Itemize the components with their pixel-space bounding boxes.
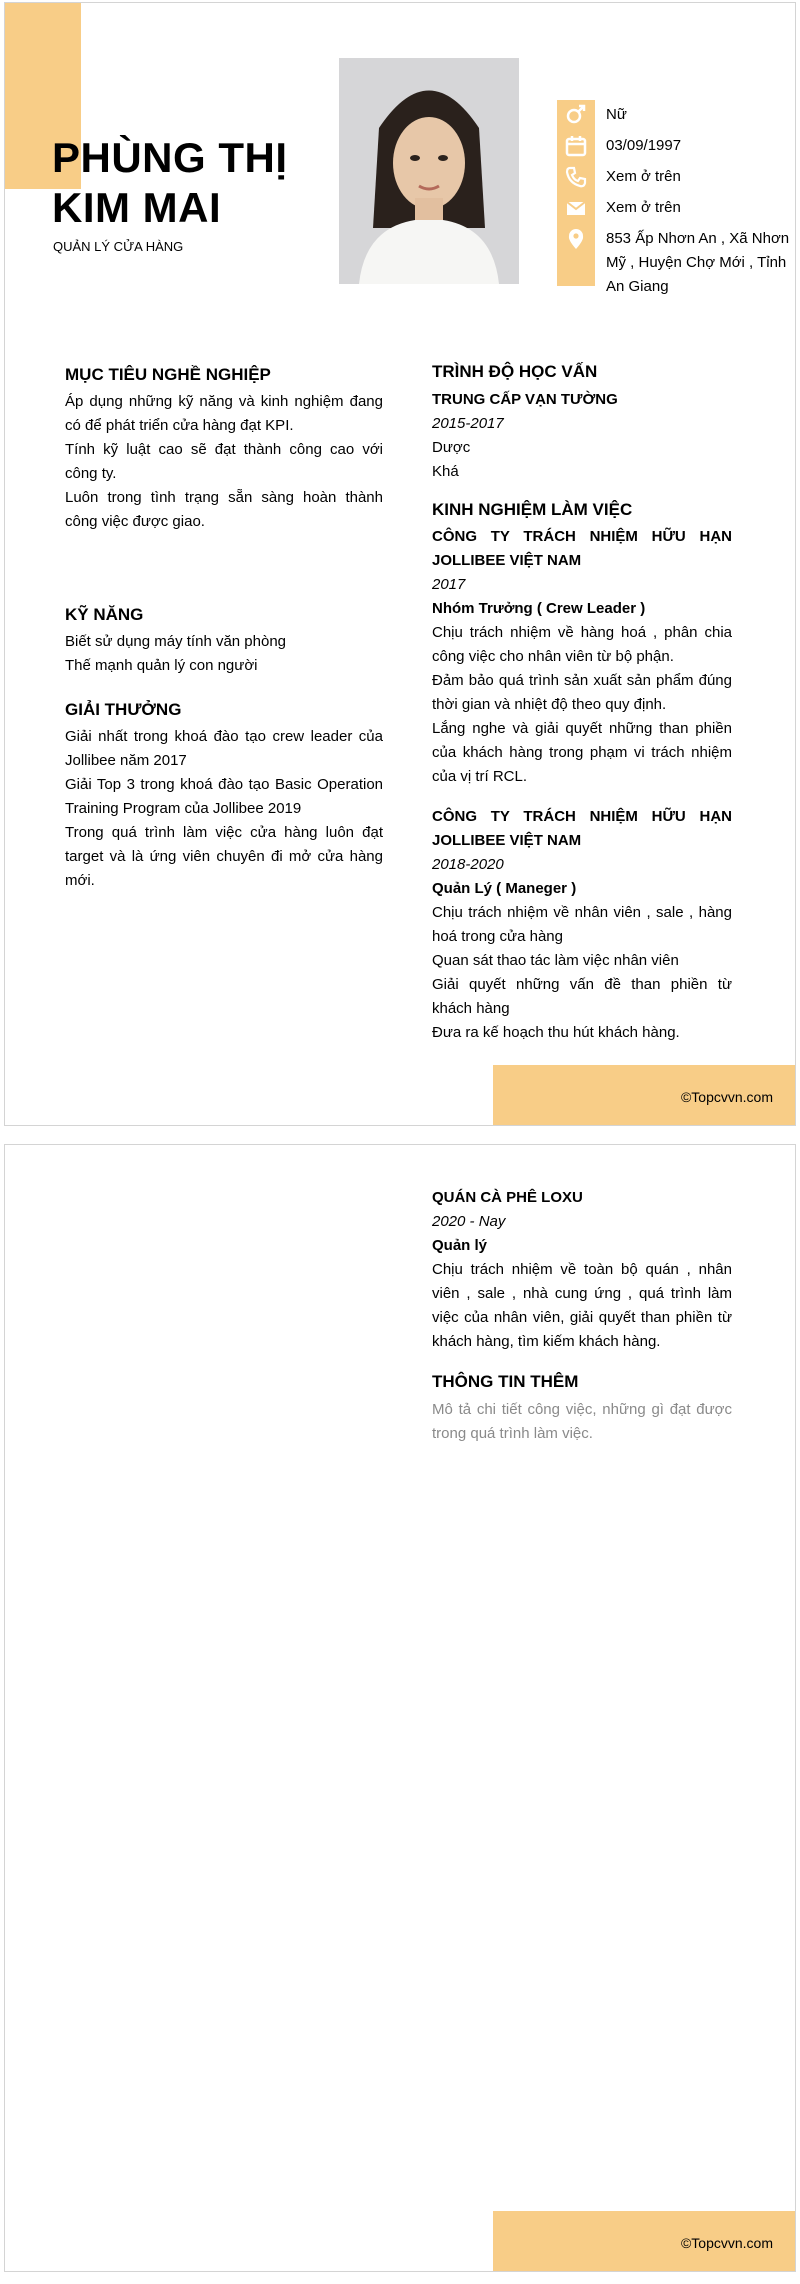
education-major: Dược — [432, 439, 471, 456]
award-item: Giải nhất trong khoá đào tạo crew leader của Jollibee năm 2017 — [65, 728, 383, 769]
job-role: Nhóm Trưởng ( Crew Leader ) — [432, 600, 646, 617]
education-heading: TRÌNH ĐỘ HỌC VẤN — [432, 362, 598, 381]
awards-text — [65, 725, 383, 893]
calendar-icon — [561, 134, 591, 158]
objective-line: Tính kỹ luật cao sẽ đạt thành công cao với công ty. — [65, 441, 383, 482]
objective-line: Áp dụng những kỹ năng và kinh nghiệm đang có để phát triển cửa hàng đạt KPI. — [65, 393, 383, 434]
location-icon — [561, 227, 591, 251]
birthday-value: 03/09/1997 — [606, 137, 682, 154]
additional-info-heading: THÔNG TIN THÊM — [432, 1372, 579, 1391]
contact-accent-bar — [557, 100, 595, 286]
email-icon — [561, 196, 591, 220]
job-period: 2017 — [432, 576, 466, 593]
award-item: Trong quá trình làm việc cửa hàng luôn đạt target và là ứng viên chuyên đi mở cửa hàng mới. — [65, 824, 383, 889]
footer-brand: ©Topcvvn.com — [680, 1089, 773, 1105]
email-value: Xem ở trên — [606, 199, 681, 216]
job-period: 2020 - Nay — [432, 1213, 506, 1230]
education-block — [432, 388, 732, 484]
job-role: Quản lý — [432, 1237, 488, 1254]
footer-brand: ©Topcvvn.com — [680, 2235, 773, 2251]
company-name: QUÁN CÀ PHÊ LOXU — [432, 1189, 583, 1206]
objective-text — [65, 390, 383, 534]
job-duty: Chịu trách nhiệm về toàn bộ quán , nhân viên , sale , nhà cung ứng , quá trình làm việc của nhân viên, giải quyết than phiền từ khách hàng, tìm kiếm khách hàng. — [432, 1261, 732, 1350]
job-duty: Đưa ra kế hoạch thu hút khách hàng. — [432, 1024, 680, 1041]
job-duty: Quan sát thao tác làm việc nhân viên — [432, 952, 679, 969]
cv-page-1 — [4, 2, 796, 1126]
cv-page-2 — [4, 1144, 796, 2272]
education-period: 2015-2017 — [432, 415, 504, 432]
experience-heading: KINH NGHIỆM LÀM VIỆC — [432, 500, 633, 519]
company-name: CÔNG TY TRÁCH NHIỆM HỮU HẠN JOLLIBEE VIỆT NAM — [432, 528, 732, 569]
job-role: Quản Lý ( Maneger ) — [432, 880, 577, 897]
skill-item: Thế mạnh quản lý con người — [65, 657, 258, 674]
skill-item: Biết sử dụng máy tính văn phòng — [65, 633, 287, 650]
job-period: 2018-2020 — [432, 856, 504, 873]
address-value: 853 Ấp Nhơn An , Xã Nhơn Mỹ , Huyện Chợ Mới , Tỉnh An Giang — [606, 230, 790, 295]
job-duty: Chịu trách nhiệm về nhân viên , sale , hàng hoá trong cửa hàng — [432, 904, 732, 945]
experience-job-1 — [432, 525, 732, 789]
profile-photo — [339, 58, 519, 284]
objective-line: Luôn trong tình trạng sẵn sàng hoàn thành công việc được giao. — [65, 489, 383, 530]
job-title: QUẢN LÝ CỬA HÀNG — [53, 239, 184, 254]
objective-heading: MỤC TIÊU NGHỀ NGHIỆP — [65, 365, 271, 384]
company-name: CÔNG TY TRÁCH NHIỆM HỮU HẠN JOLLIBEE VIỆT NAM — [432, 808, 732, 849]
experience-job-3 — [432, 1186, 732, 1354]
job-duty: Giải quyết những vấn đề than phiền từ khách hàng — [432, 976, 732, 1017]
gender-icon — [561, 103, 591, 127]
candidate-name: PHÙNG THỊ KIM MAI — [52, 134, 288, 231]
phone-icon — [561, 165, 591, 189]
experience-job-2 — [432, 805, 732, 1045]
job-duty: Lắng nghe và giải quyết những than phiền của khách hàng trong phạm vi trách nhiệm của vị trí RCL. — [432, 720, 732, 785]
education-grade: Khá — [432, 463, 459, 480]
phone-value: Xem ở trên — [606, 168, 681, 185]
additional-info-placeholder[interactable]: Mô tả chi tiết công việc, những gì đạt được trong quá trình làm việc. — [432, 1401, 732, 1442]
job-duty: Chịu trách nhiệm về hàng hoá , phân chia công việc cho nhân viên từ bộ phận. — [432, 624, 732, 665]
skills-text — [65, 630, 383, 678]
award-item: Giải Top 3 trong khoá đào tạo Basic Operation Training Program của Jollibee 2019 — [65, 776, 383, 817]
job-duty: Đảm bảo quá trình sản xuất sản phẩm đúng thời gian và nhiệt độ theo quy định. — [432, 672, 732, 713]
skills-heading: KỸ NĂNG — [65, 605, 144, 624]
awards-heading: GIẢI THƯỞNG — [65, 700, 182, 719]
school-name: TRUNG CẤP VẠN TƯỜNG — [432, 391, 618, 408]
gender-value: Nữ — [606, 106, 627, 123]
